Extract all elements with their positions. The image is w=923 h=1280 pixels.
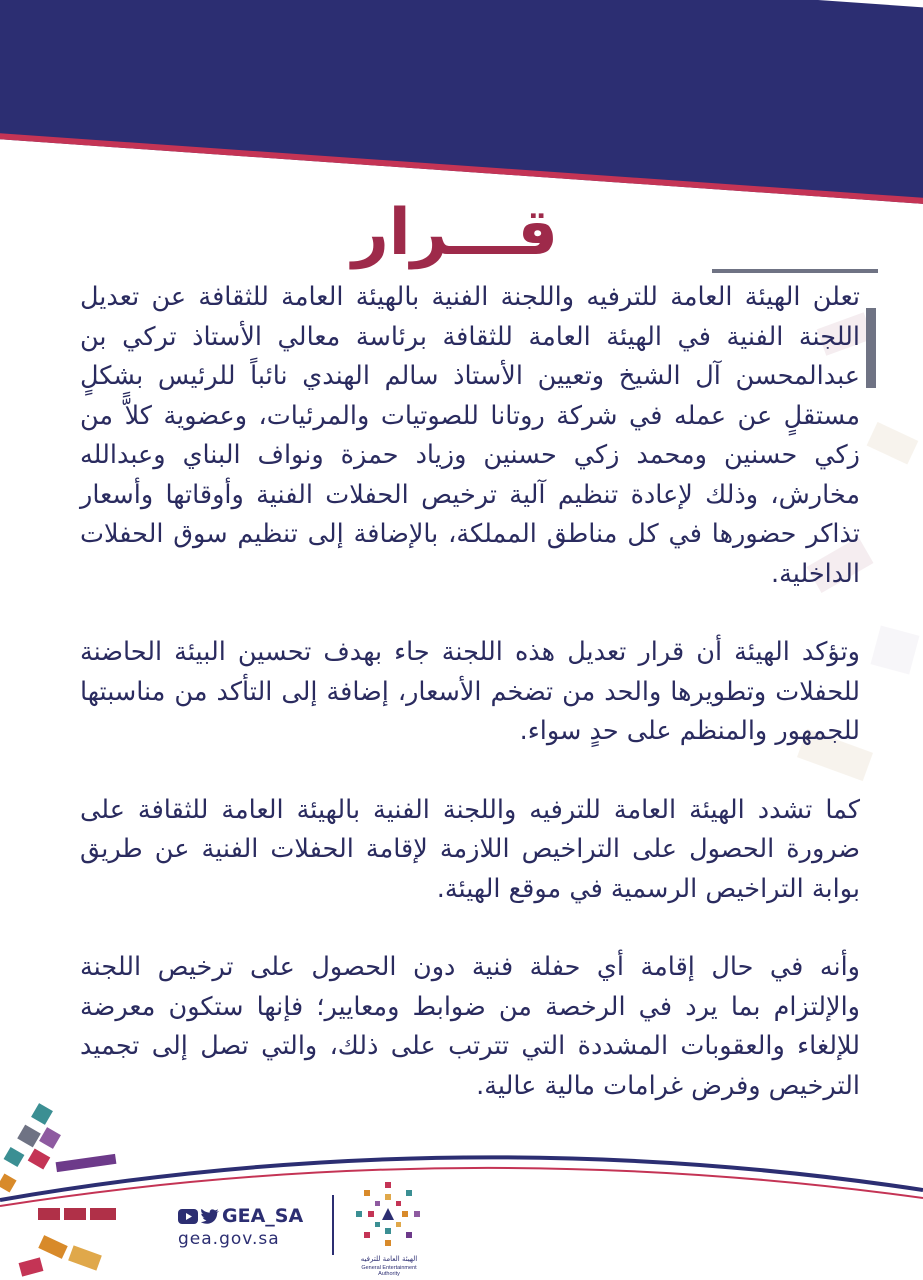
page-title: قـــرار [351, 196, 559, 270]
title-underline [712, 269, 878, 273]
paragraph-2: وتؤكد الهيئة أن قرار تعديل هذه اللجنة جاء بهدف تحسين البيئة الحاضنة للحفلات وتطويرها والحد من تضخم الأسعار، إضافة إلى التأكد من مناسبتها للجمهور والمنظم على حدٍ سواء. [80, 637, 860, 746]
website-link[interactable]: gea.gov.sa [178, 1229, 280, 1249]
youtube-icon[interactable] [178, 1209, 198, 1224]
footer-divider [332, 1195, 334, 1255]
logo-name-ar: الهيئة العامة للترفيه [360, 1255, 418, 1263]
paragraph-4: وأنه في حال إقامة أي حفلة فنية دون الحصول على ترخيص اللجنة والإلتزام بما يرد في الرخصة من ضوابط ومعايير؛ فإنها ستكون معرضة للإلغاء والعقوبات المشددة التي تترتب على ذلك، والتي تصل إلى تجميد الترخيص وفرض غرامات مالية عالية. [80, 952, 860, 1101]
handle-text: GEA_SA [222, 1205, 304, 1227]
footer-swoosh [0, 1130, 923, 1210]
paragraph-1: تعلن الهيئة العامة للترفيه واللجنة الفنية بالهيئة العامة للثقافة عن تعديل اللجنة الفنية في الهيئة العامة للثقافة برئاسة معالي الأستاذ تركي بن عبدالمحسن آل الشيخ وتعيين الأستاذ سالم الهندي نائباً للرئيس بشكلٍ مستقلٍ عن عمله في شركة روتانا للصوتيات والمرئيات، وعضوية كلاًّ من زكي حسنين ومحمد زكي حسنين وزياد حمزة ونواف البناي وعبدالله مخارش، وذلك لإعادة تنظيم آلية ترخيص الحفلات الفنية وأوقاتها وأسعار تذاكر حضورها في كل مناطق المملكة، بالإضافة إلى تنظيم سوق الحفلات الداخلية. [80, 282, 860, 589]
twitter-icon[interactable] [201, 1209, 219, 1224]
logo-name-en: General Entertainment Authority [361, 1265, 417, 1277]
paragraph-3: كما تشدد الهيئة العامة للترفيه واللجنة الفنية بالهيئة العامة للثقافة على ضرورة الحصول على التراخيص اللازمة لإقامة الحفلات الفنية عن طريق بوابة التراخيص الرسمية في موقع الهيئة. [80, 794, 860, 904]
side-marker [866, 308, 876, 388]
announcement-body [80, 278, 860, 1145]
top-banner [0, 0, 923, 206]
social-handle[interactable] [178, 1205, 318, 1227]
